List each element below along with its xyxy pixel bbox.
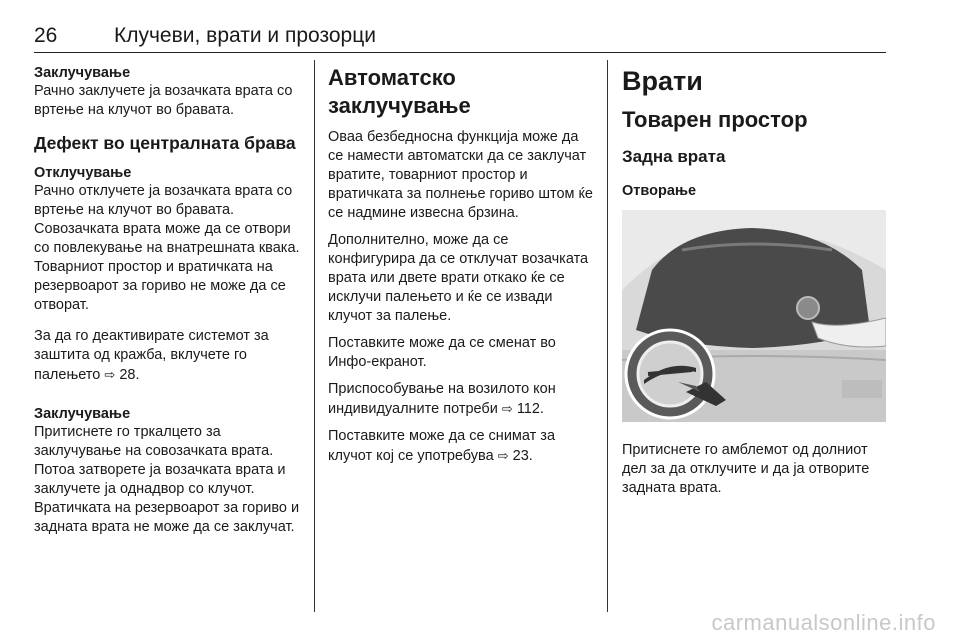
cross-reference-icon: ⇨ xyxy=(501,401,513,416)
tailgate-caption: Притиснете го амблемот од долниот дел за да отклучите и да ја отворите задната врата. xyxy=(622,442,870,496)
column-left xyxy=(34,64,302,537)
unlocking-text: Рачно отклучете ја возачката врата со вртење на клучот во бравата. Совозачката врата може да се отвори со повлекување на внатрешната квака. Товарниот простор и вратичката на резервоарот за гориво не може да се отворат. xyxy=(34,183,300,313)
page-reference[interactable]: 28. xyxy=(119,367,140,383)
auto-locking-p5: Поставките може да се снимат за клучот кој се употребува ⇨ 23. xyxy=(328,428,556,464)
central-lock-fault-heading: Дефект во централната брава xyxy=(34,133,296,153)
watermark: carmanualsonline.info xyxy=(711,610,936,635)
auto-locking-p4: Приспособување на возилото кон индивидуалните потреби ⇨ 112. xyxy=(328,381,556,417)
tailgate-heading: Задна врата xyxy=(622,147,726,166)
cross-reference-icon: ⇨ xyxy=(104,367,116,382)
section-title-locking: Заклучување xyxy=(34,65,131,81)
cross-reference-icon: ⇨ xyxy=(497,448,509,463)
page-header xyxy=(34,22,886,53)
section-title-locking-2: Заклучување xyxy=(34,406,131,422)
auto-locking-p1: Оваа безбедносна функција може да се намести автоматски да се заклучат вратите, товарниот простор и вратичката за полнење гориво штом ќе се надмине извесна брзина. xyxy=(328,129,593,221)
locking-text: Рачно заклучете ја возачката врата со вртење на клучот во бравата. xyxy=(34,83,293,118)
anti-theft-text: За да го деактивирате системот за заштита од кражба, вклучете го палењето ⇨ 28. xyxy=(34,328,269,383)
chapter-title: Клучеви, врати и прозорци xyxy=(114,24,376,47)
page-reference[interactable]: 23. xyxy=(512,448,533,464)
auto-locking-p2: Дополнително, може да се конфигурира да се отклучат возачката врата или двете врати откако ќе се исклучи палењето и ќе се извади клучот за палење. xyxy=(328,232,589,324)
auto-locking-heading: Автоматско заклучување xyxy=(328,65,471,118)
column-divider xyxy=(314,60,315,612)
auto-locking-p3: Поставките може да се сменат во Инфо-екранот. xyxy=(328,335,556,370)
column-middle xyxy=(328,64,596,466)
tailgate-emblem-illustration xyxy=(622,210,886,422)
opening-heading: Отворање xyxy=(622,183,697,199)
column-right xyxy=(622,64,890,498)
doors-heading: Врати xyxy=(622,66,703,96)
page-number: 26 xyxy=(34,24,58,47)
column-divider xyxy=(607,60,608,612)
page-reference[interactable]: 112. xyxy=(516,401,544,417)
load-compartment-heading: Товарен простор xyxy=(622,107,808,132)
section-title-unlocking: Отклучување xyxy=(34,165,132,181)
locking-text-2: Притиснете го тркалцето за заклучување на совозачката врата. Потоа затворете ја возачката врата и заклучете ја однадвор со клучот. Вратичката на резервоарот за гориво и задната врата не може да се заклучат. xyxy=(34,424,300,535)
